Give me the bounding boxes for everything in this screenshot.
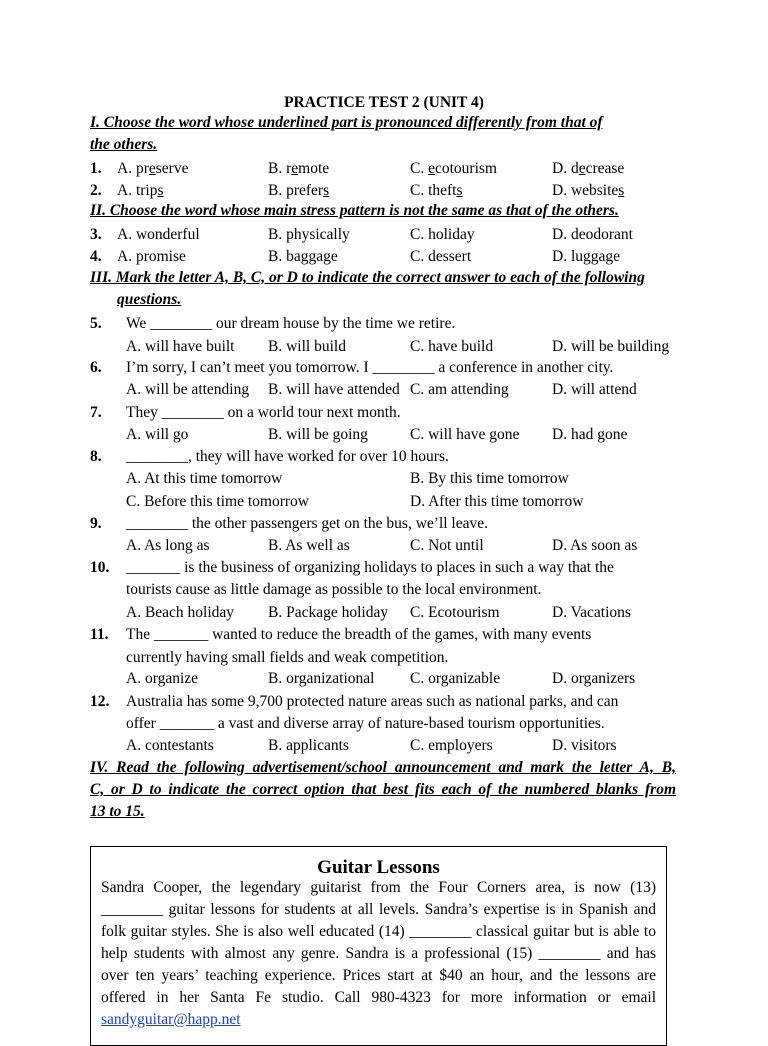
question-number: 4.	[90, 248, 102, 265]
question-text: Australia has some 9,700 protected nature areas such as national parks, and can	[126, 693, 619, 710]
question-row	[0, 158, 768, 180]
option-d: D. decrease	[552, 160, 625, 177]
question-stem	[0, 313, 768, 335]
option-c: C. Ecotourism	[410, 604, 500, 621]
option-d: D. will be building	[552, 338, 670, 355]
option-b: B. prefers	[268, 182, 330, 199]
option-c: C. Not until	[410, 537, 484, 554]
question-text: I’m sorry, I can’t meet you tomorrow. I ________ a conference in another city.	[126, 359, 614, 376]
question-stem-cont	[0, 579, 768, 601]
answer-row	[0, 468, 768, 490]
question-row	[0, 180, 768, 202]
option-c: C. Before this time tomorrow	[126, 493, 309, 510]
option-a: A. organize	[126, 670, 199, 687]
advertisement-text: Sandra Cooper, the legendary guitarist from the Four Corners area, is now (13) ________ guitar lessons for students at all levels. Sandra’s expertise is in Spanish and folk guitar styles. She is also well educated (14) ________ classical guitar but is able to help students with almost any genre. Sandra is a professional (15) ________ and has over ten years’ teaching experience. Prices start at $40 an hour, and the lessons are offered in her Santa Fe studio. Call 980-4323 for more information or email	[101, 879, 656, 1006]
advertisement-title: Guitar Lessons	[317, 857, 440, 878]
option-b: B. applicants	[268, 737, 349, 754]
question-number: 9.	[90, 515, 102, 532]
answer-row	[0, 491, 768, 513]
question-stem	[0, 624, 768, 646]
section-4-heading-cont: 13 to 15.	[90, 803, 145, 820]
option-a: A. preserve	[117, 160, 189, 177]
question-number: 3.	[90, 226, 102, 243]
option-c: C. have build	[410, 338, 494, 355]
option-c: C. holiday	[410, 226, 475, 243]
option-a: A. trips	[117, 182, 164, 199]
option-b: B. By this time tomorrow	[410, 470, 569, 487]
question-stem	[0, 357, 768, 379]
question-text: We ________ our dream house by the time we retire.	[126, 315, 456, 332]
question-text: ________ the other passengers get on the bus, we’ll leave.	[126, 515, 489, 532]
option-d: D. will attend	[552, 381, 637, 398]
option-c: C. dessert	[410, 248, 472, 265]
section-4-heading: IV. Read the following advertisement/school announcement and mark the letter A, B,	[90, 759, 676, 776]
question-text: tourists cause as little damage as possible to the local environment.	[126, 581, 542, 598]
answer-row	[0, 668, 768, 690]
option-d: D. As soon as	[552, 537, 638, 554]
question-stem	[0, 513, 768, 535]
question-stem	[0, 691, 768, 713]
option-d: D. had gone	[552, 426, 628, 443]
option-c: C. thefts	[410, 182, 463, 199]
option-b: B. Package holiday	[268, 604, 389, 621]
question-number: 6.	[90, 359, 102, 376]
question-number: 8.	[90, 448, 102, 465]
question-text: ________, they will have worked for over 10 hours.	[126, 448, 449, 465]
option-a: A. promise	[117, 248, 186, 265]
option-b: B. remote	[268, 160, 330, 177]
question-stem	[0, 402, 768, 424]
question-number: 5.	[90, 315, 102, 332]
question-text: offer _______ a vast and diverse array of nature-based tourism opportunities.	[126, 715, 605, 732]
option-d: D. websites	[552, 182, 625, 199]
option-b: B. baggage	[268, 248, 338, 265]
option-b: B. As well as	[268, 537, 350, 554]
option-c: C. employers	[410, 737, 493, 754]
option-b: B. will be going	[268, 426, 368, 443]
question-stem	[0, 557, 768, 579]
section-3-heading: III. Mark the letter A, B, C, or D to indicate the correct answer to each of the following	[90, 269, 645, 286]
advertisement-box	[90, 846, 667, 1046]
question-number: 12.	[90, 693, 110, 710]
question-number: 1.	[90, 160, 102, 177]
option-d: D. After this time tomorrow	[410, 493, 584, 510]
question-text: The _______ wanted to reduce the breadth of the games, with many events	[126, 626, 592, 643]
section-1-heading-cont: the others.	[90, 136, 158, 153]
option-a: A. will have built	[126, 338, 235, 355]
section-1-heading: I. Choose the word whose underlined part is pronounced differently from that of	[90, 114, 603, 131]
answer-row	[0, 535, 768, 557]
option-c: C. will have gone	[410, 426, 520, 443]
option-d: D. organizers	[552, 670, 636, 687]
option-b: B. will have attended	[268, 381, 400, 398]
option-d: D. deodorant	[552, 226, 633, 243]
question-text: currently having small fields and weak competition.	[126, 649, 449, 666]
section-4-heading-cont: C, or D to indicate the correct option that best fits each of the numbered blanks from	[90, 781, 676, 798]
option-a: A. Beach holiday	[126, 604, 235, 621]
page-title: PRACTICE TEST 2 (UNIT 4)	[284, 94, 484, 111]
option-a: A. will go	[126, 426, 189, 443]
option-c: C. ecotourism	[410, 160, 497, 177]
answer-row	[0, 735, 768, 757]
question-number: 2.	[90, 182, 102, 199]
option-b: B. organizational	[268, 670, 375, 687]
email-link[interactable]: sandyguitar@happ.net	[101, 1011, 241, 1028]
question-text: They ________ on a world tour next month.	[126, 404, 401, 421]
option-b: B. physically	[268, 226, 350, 243]
option-a: A. At this time tomorrow	[126, 470, 283, 487]
option-d: D. visitors	[552, 737, 617, 754]
option-a: A. wonderful	[117, 226, 200, 243]
option-c: C. organizable	[410, 670, 501, 687]
advertisement-body	[101, 877, 656, 1031]
answer-row	[0, 379, 768, 401]
answer-row	[0, 424, 768, 446]
option-a: A. As long as	[126, 537, 210, 554]
question-row	[0, 246, 768, 268]
question-number: 11.	[90, 626, 109, 643]
question-stem	[0, 446, 768, 468]
option-a: A. will be attending	[126, 381, 250, 398]
answer-row	[0, 602, 768, 624]
question-stem-cont	[0, 647, 768, 669]
option-c: C. am attending	[410, 381, 509, 398]
question-row	[0, 224, 768, 246]
option-a: A. contestants	[126, 737, 214, 754]
option-b: B. will build	[268, 338, 346, 355]
question-text: _______ is the business of organizing holidays to places in such a way that the	[126, 559, 614, 576]
question-number: 10.	[90, 559, 110, 576]
option-d: D. Vacations	[552, 604, 631, 621]
section-2-heading: II. Choose the word whose main stress pattern is not the same as that of the others.	[90, 202, 619, 219]
question-stem-cont	[0, 713, 768, 735]
question-number: 7.	[90, 404, 102, 421]
section-3-heading-cont: questions.	[117, 291, 182, 308]
option-d: D. luggage	[552, 248, 621, 265]
answer-row	[0, 336, 768, 358]
